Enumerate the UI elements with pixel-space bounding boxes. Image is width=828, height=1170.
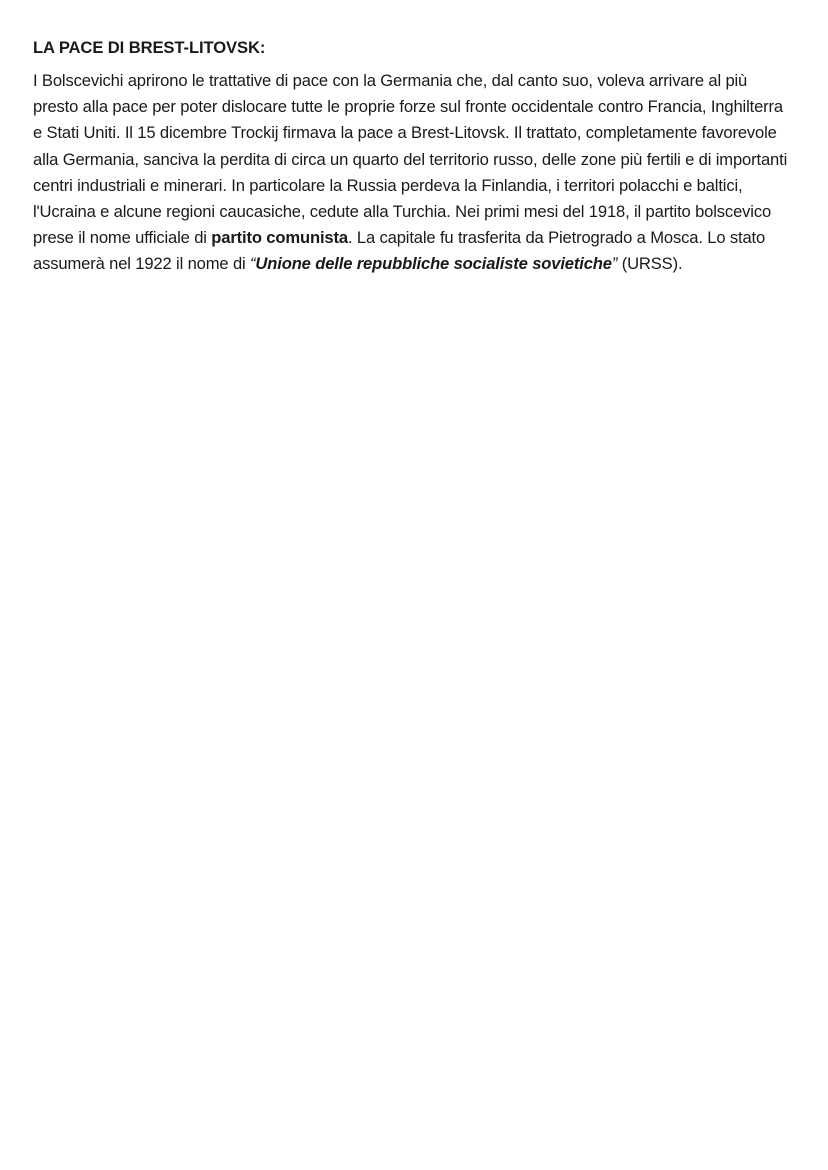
paragraph-text-2: . La capitale fu trasferita da Pietrogrado a Mosca. Lo stato assumerà nel 1922 il nome di xyxy=(33,228,766,274)
paragraph-text-3: (URSS). xyxy=(617,254,683,274)
bold-italic-term-urss-name: Unione delle repubbliche socialiste sovietiche xyxy=(255,254,612,274)
document-content xyxy=(33,37,795,278)
close-quote: ” xyxy=(611,254,618,274)
paragraph-text-1: I Bolscevichi aprirono le trattative di pace con la Germania che, dal canto suo, voleva arrivare al più presto alla pace per poter dislocare tutte le proprie forze sul fronte occidentale contro Francia, Inghilterra e Stati Uniti. Il 15 dicembre Trockij firmava la pace a Brest-Litovsk. Il trattato, completamente favorevole alla Germania, sanciva la perdita di circa un quarto del territorio russo, delle zone più fertili e di importanti centri industriali e minerari. In particolare la Russia perdeva la Finlandia, i territori polacchi e baltici, l'Ucraina e alcune regioni caucasiche, cedute alla Turchia. Nei primi mesi del 1918, il partito bolscevico prese il nome ufficiale di xyxy=(33,71,788,248)
body-paragraph xyxy=(33,68,795,278)
open-quote: “ xyxy=(250,254,256,274)
section-title: LA PACE DI BREST-LITOVSK: xyxy=(33,38,266,57)
bold-term-partito-comunista: partito comunista xyxy=(211,228,348,248)
